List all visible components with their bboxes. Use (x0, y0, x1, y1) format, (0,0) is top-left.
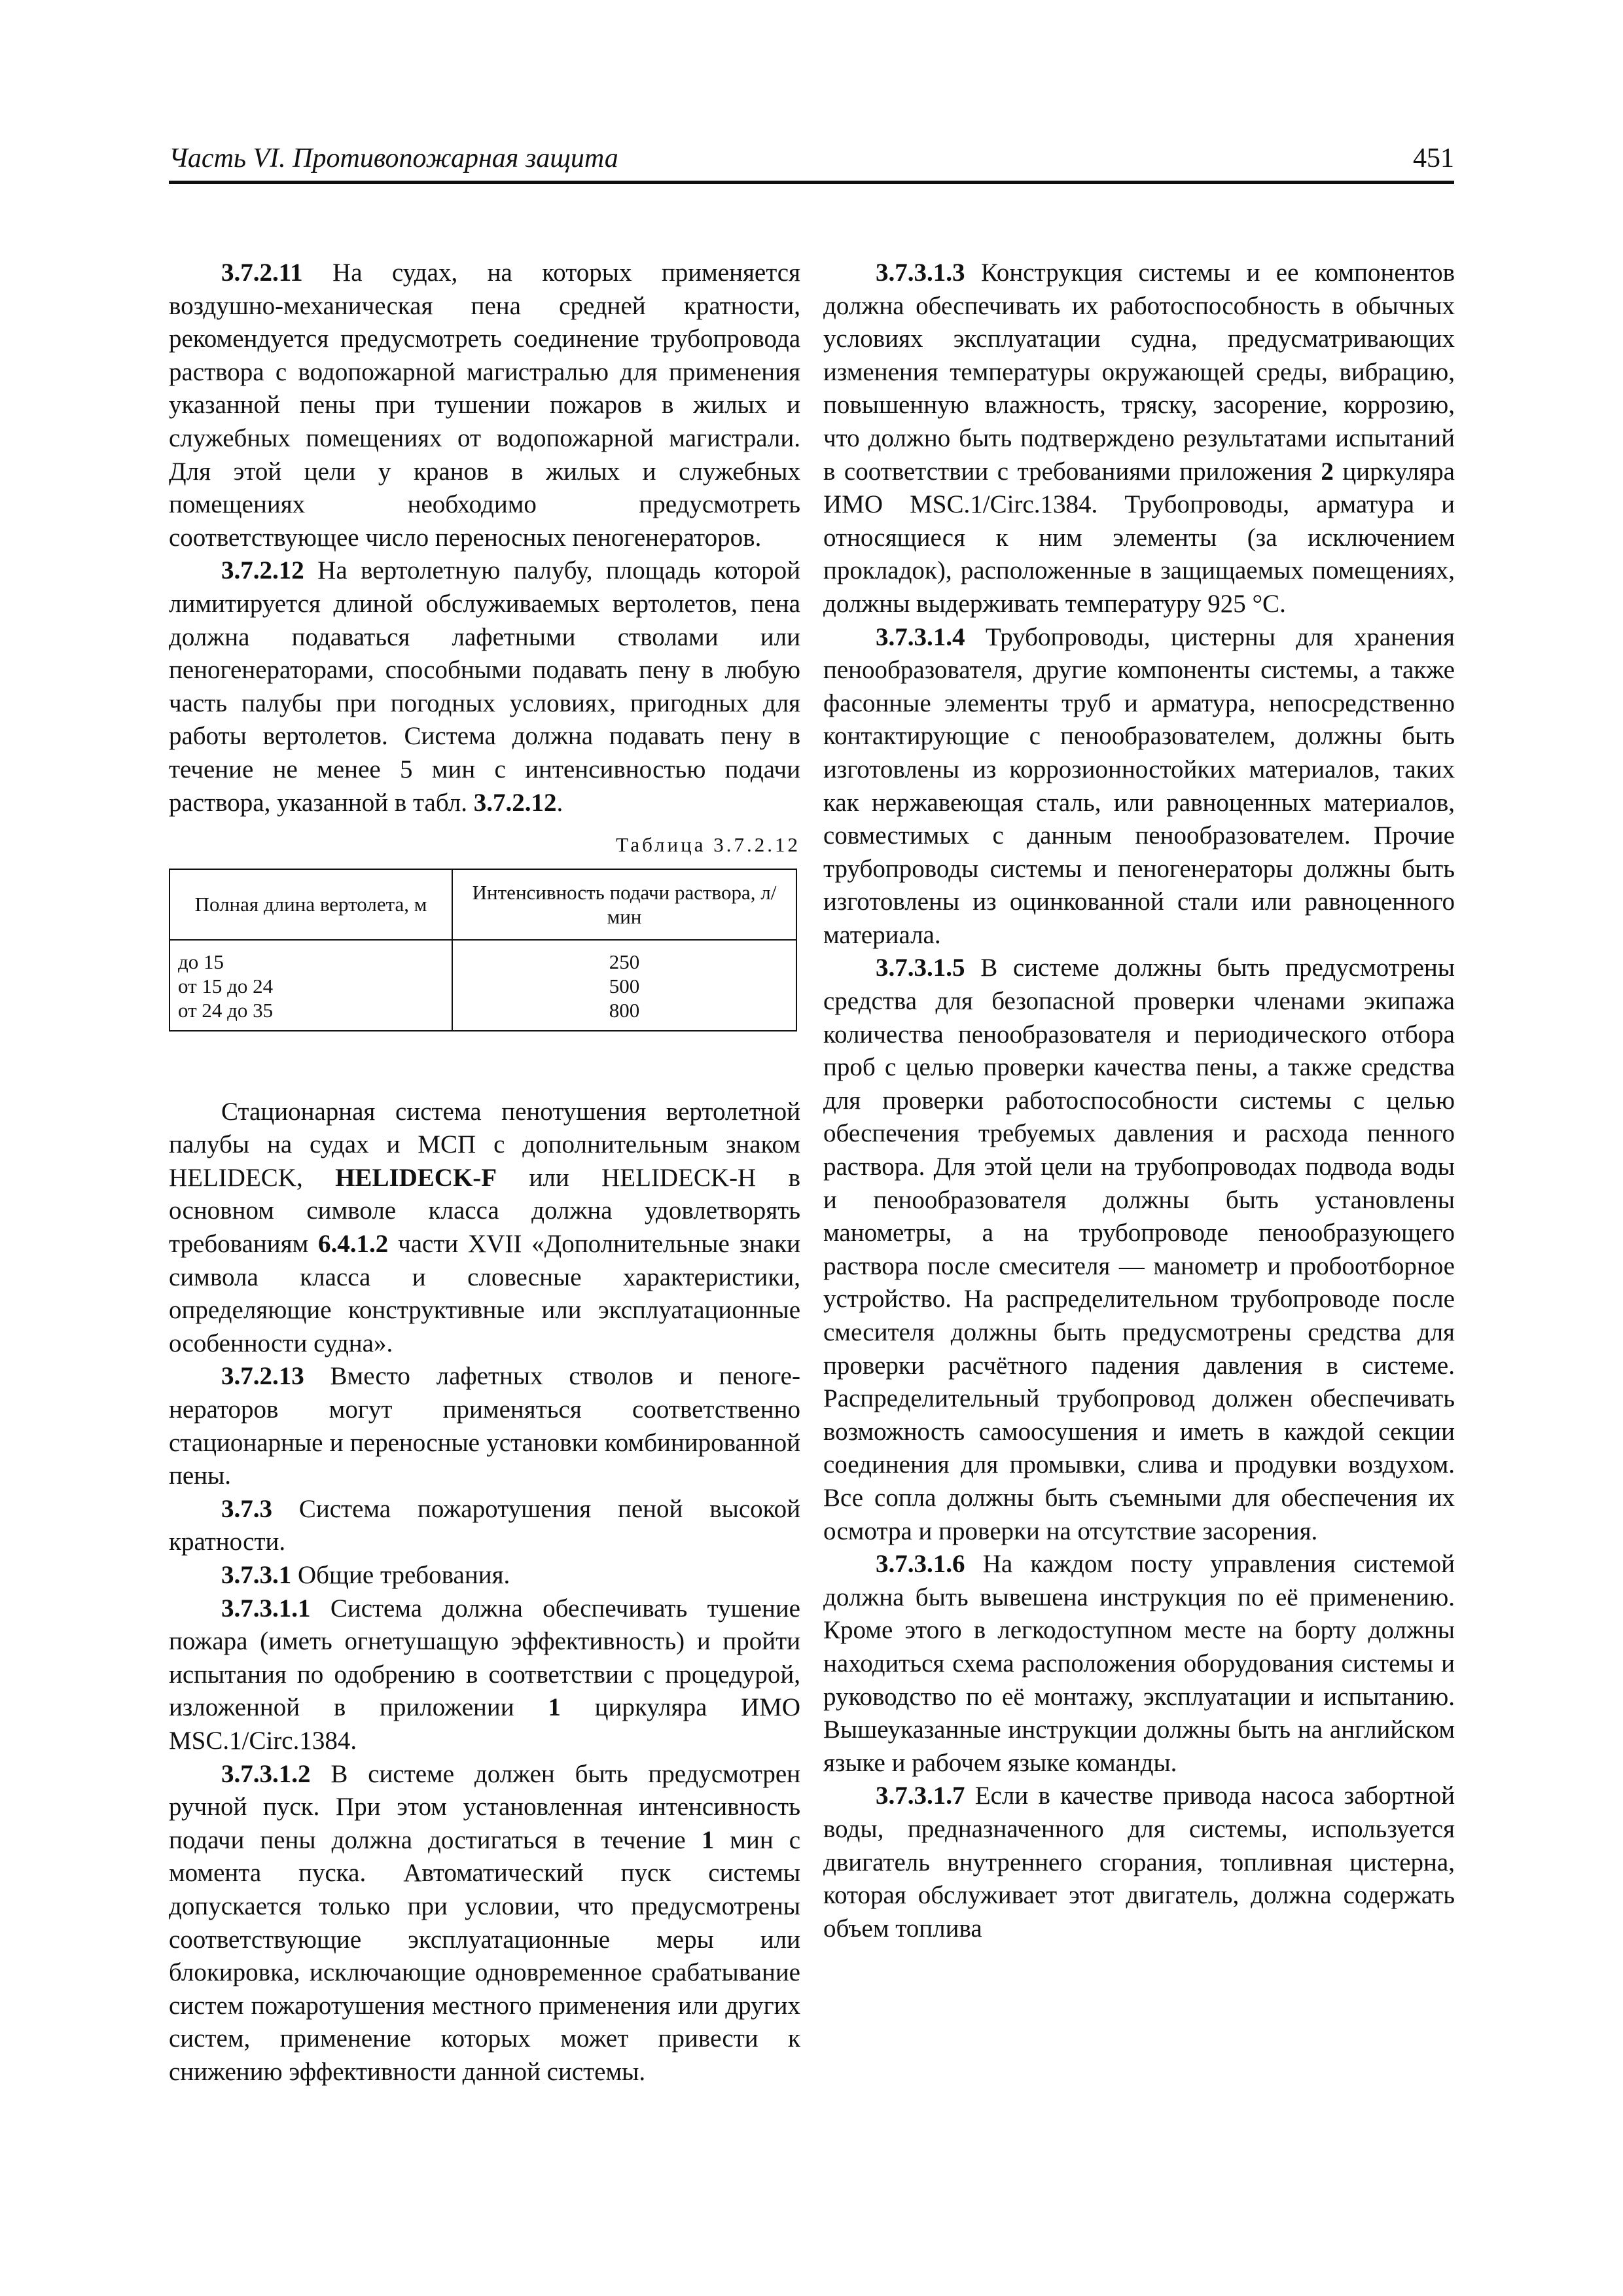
paragraph-text: Система пожаротушения пеной высокой кратности. (169, 1494, 801, 1556)
paragraph-text: Стационарная система пенотушения вертолетной палубы на судах и МСП с дополнительным знаком (169, 1097, 800, 1159)
table-header-length: Полная длина вертолета, м (169, 869, 452, 940)
paragraph-end: . (556, 788, 563, 817)
section-number: 3.7.3.1.5 (876, 954, 965, 982)
running-header-title: Часть VI. Противопожарная защита (169, 143, 618, 173)
table-reference: 3.7.2.12 (473, 788, 557, 817)
paragraph-text: Трубопроводы, цистерны для хранения пенообразователя, другие компоненты системы, а также фасонные элементы труб и арматура, непосредственно контактирующие с пенообразователем, должны быть изготовлены из коррозионностойких материалов, таких как нержавеющая сталь, или равноценных материалов, совместимых с данным пенообразователем. Прочие трубопроводы системы и пеногенераторы должны быть изготовлены из оцинкованной стали или равноценного материала. (823, 622, 1455, 949)
paragraph-text: мин с момента пуска. Автоматический пуск системы допускается только при условии, что предусмотрены соответствующие эксплуатационные меры или блокировка, исключающие одновременное срабатывание систем пожаротушения местного применения или других систем, применение которых может привести к снижению эффективности данной системы. (169, 1825, 801, 2086)
paragraph-3-7-3 (169, 1493, 800, 1559)
paragraph-text: На судах, на которых применяется воздушно-механическая пена средней кратности, рекомендуется предусмотреть соединение трубопровода раствора с водопожарной магистралью для применения указанной пены при тушении пожаров в жилых и служебных помещениях от водопожарной магистрали. Для этой цели у кранов в жилых и служебных помещениях необходимо предусмотреть соответствующее число переносных пеногенераторов. (169, 259, 800, 552)
rule-reference: 6.4.1.2 (318, 1230, 389, 1259)
left-column (169, 257, 800, 2089)
paragraph-3-7-3-1-3 (823, 257, 1455, 621)
paragraph-text: В системе должен быть предусмотрен ручной пуск. При этом установленная интенсивность подачи пены должна достигаться в течение (169, 1759, 801, 1854)
section-number: 3.7.3.1 (221, 1561, 292, 1589)
table-header-intensity: Интенсивность подачи раствора, л/мин (452, 869, 796, 940)
paragraph-3-7-3-1 (169, 1559, 800, 1592)
table-row (169, 940, 796, 974)
paragraph-text: Общие требования. (298, 1561, 510, 1589)
section-number: 3.7.3.1.1 (221, 1594, 311, 1623)
paragraph-text: На вертолетную палубу, площадь которой лимитируется длиной обслуживаемых вертолетов, пена должна подаваться лафетными стволами или пеногенераторами, способными подавать пену в любую часть палубы при погодных условиях, пригодных для работы вертолетов. Система должна подавать пену в течение не менее 5 мин с интенсивностью подачи раствора, указанной в табл. (169, 556, 800, 817)
section-number: 3.7.3 (221, 1494, 272, 1523)
section-number: 3.7.3.1.6 (876, 1550, 965, 1579)
paragraph-3-7-3-1-4 (823, 621, 1455, 952)
paragraph-text: циркуляра ИМО MSC.1/Circ.1384. (169, 1693, 801, 1755)
paragraph-text: -H в основном символе класса должна удовлетворять требованиям (169, 1163, 800, 1259)
table-cell-length: до 15 (169, 940, 452, 974)
table-row (169, 998, 796, 1031)
bold-number: 1 (548, 1693, 561, 1722)
paragraph-text: части XVII «Дополнительные знаки символа класса и словесные характеристики, определяющие конструктивные или эксплуатационные особенности судна». (169, 1230, 800, 1357)
helideck-foam-table (169, 869, 797, 1031)
paragraph-text: Вместо лафетных стволов и пеногенераторов могут применяться соответственно стационарные и переносные установки комбинированной пены. (169, 1362, 800, 1490)
paragraph-text: или (529, 1163, 569, 1192)
running-header (169, 143, 1454, 184)
paragraph-3-7-3-1-1 (169, 1592, 800, 1758)
section-number: 3.7.2.11 (221, 259, 303, 287)
class-notation-helideck: HELIDECK (169, 1163, 296, 1192)
table-header-row (169, 869, 796, 940)
paragraph-text: Конструкция системы и ее компонентов должна обеспечивать их работоспособность в обычных условиях эксплуатации судна, предусматривающих изменения температуры окружающей среды, вибрацию, повышенную влажность, тряску, засорение, коррозию, что должно быть подтверждено результатами испытаний в соответствии с требованиями приложения (823, 259, 1455, 486)
paragraph-text: циркуляра ИМО MSC.1/Circ.1384. Трубопроводы, арматура и относящиеся к ним элементы (за исключением прокладок), расположенные в защищаемых помещениях, должны выдерживать температуру 925 °C. (823, 457, 1455, 618)
table-row (169, 974, 796, 998)
section-number: 3.7.3.1.2 (221, 1759, 311, 1788)
paragraph-3-7-2-13 (169, 1360, 800, 1492)
paragraph-3-7-3-1-2 (169, 1758, 800, 2089)
paragraph-text: На каждом посту управления системой должна быть вывешена инструкция по её применению. Кроме этого в легкодоступном месте на борту должны находиться схема расположения оборудования системы и руководство по её монтажу, эксплуатации и испытанию. Вышеуказанные инструкции должны быть на английском языке и рабочем языке команды. (823, 1550, 1455, 1777)
bold-number: 1 (701, 1825, 715, 1854)
class-notation-helideck-h: HELIDECK (601, 1163, 730, 1192)
class-notation-helideck-f: HELIDECK-F (335, 1163, 497, 1192)
section-number: 3.7.3.1.4 (876, 622, 965, 651)
table-cell-intensity: 800 (452, 998, 796, 1031)
table-cell-intensity: 500 (452, 974, 796, 998)
section-number: 3.7.2.12 (221, 556, 304, 585)
right-column (823, 257, 1455, 1945)
paragraph-3-7-3-1-5 (823, 952, 1455, 1548)
paragraph-helideck (169, 1096, 800, 1361)
page-number: 451 (1413, 143, 1454, 173)
paragraph-3-7-2-12 (169, 554, 800, 819)
section-number: 3.7.3.1.3 (876, 259, 965, 287)
table-cell-intensity: 250 (452, 940, 796, 974)
paragraph-text: , (296, 1163, 303, 1192)
table-cell-length: от 24 до 35 (169, 998, 452, 1031)
paragraph-text: Система должна обеспечивать тушение пожара (иметь огнетушащую эффективность) и пройти испытания по одобрению в соответствии с процедурой, изложенной в приложении (169, 1594, 800, 1722)
paragraph-3-7-3-1-6 (823, 1548, 1455, 1780)
paragraph-3-7-3-1-7 (823, 1780, 1455, 1945)
bold-number: 2 (1321, 457, 1334, 486)
section-number: 3.7.2.13 (221, 1362, 304, 1391)
table-cell-length: от 15 до 24 (169, 974, 452, 998)
table-caption: Таблица 3.7.2.12 (616, 833, 800, 857)
paragraph-text: Если в качестве привода насоса забортной воды, предназначенного для системы, используется двигатель внутреннего сгорания, топливная цистерна, которая обслуживает этот двигатель, должна содержать объем топлива (823, 1782, 1455, 1943)
paragraph-3-7-2-11 (169, 257, 800, 554)
section-number: 3.7.3.1.7 (876, 1782, 965, 1810)
paragraph-text: В системе должны быть предусмотрены средства для безопасной проверки членами экипажа количества пенообразователя и периодического отбора проб с целью проверки качества пены, а также средства для проверки работоспособности системы с целью обеспечения требуемых давления и расхода пенного раствора. Для этой цели на трубопроводах подвода воды и пенообразователя должны быть установлены манометры, а на трубопроводе пенообразующего раствора после смесителя — манометр и пробоотборное устройство. На распределительном трубопроводе после смесителя должны быть предусмотрены средства для проверки расчётного падения давления в системе. Распределительный трубопровод должен обеспечивать возможность самоосушения и иметь в каждой секции соединения для промывки, слива и продувки воздухом. Все сопла должны быть съемными для обеспечения их осмотра и проверки на отсутствие засорения. (823, 954, 1455, 1545)
